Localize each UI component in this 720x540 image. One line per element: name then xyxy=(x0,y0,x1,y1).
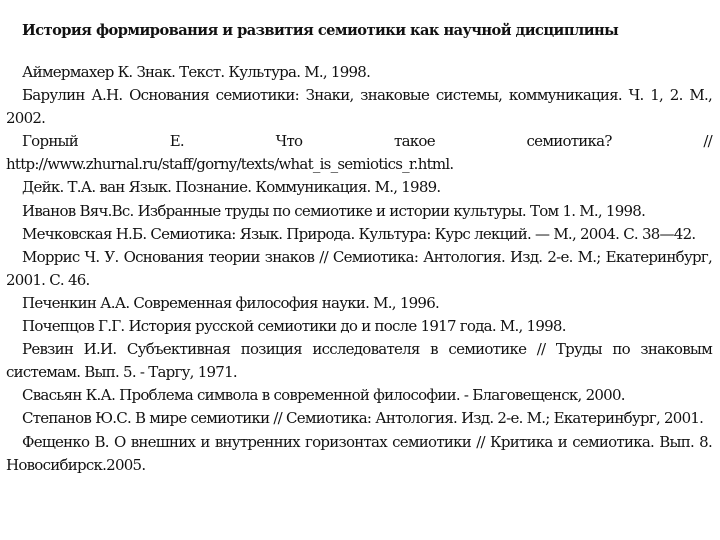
reference-item: Печенкин А.А. Современная философия науки. М., 1996. xyxy=(22,293,440,312)
reference-item: Мечковская Н.Б. Семиотика: Язык. Природа. Культура: Курс лекций. — М., 2004. С. 38—42. xyxy=(22,224,696,243)
reference-item: Иванов Вяч.Вс. Избранные труды по семиотике и истории культуры. Том 1. М., 1998. xyxy=(22,201,646,220)
reference-list xyxy=(6,61,712,477)
reference-item: Свасьян К.А. Проблема символа в современной философии. - Благовещенск, 2000. xyxy=(22,386,625,405)
reference-item: Фещенко В. О внешних и внутренних горизонтах семиотики // Критика и семиотика. Вып. 8. Новосибирск.2005. xyxy=(6,432,712,474)
reference-item: Степанов Ю.С. В мире семиотики // Семиотика: Антология. Изд. 2-е. М.; Екатеринбург, 2001. xyxy=(22,409,704,428)
reference-item: Горный Е. Что такое семиотика? // http://www.zhurnal.ru/staff/gorny/texts/what_is_semiotics_r.html. xyxy=(6,132,712,174)
reference-item: Аймермахер К. Знак. Текст. Культура. М., 1998. xyxy=(22,63,371,81)
reference-item: Моррис Ч. У. Основания теории знаков // Семиотика: Антология. Изд. 2-е. М.; Екатеринбург, 2001. С. 46. xyxy=(6,247,712,289)
reference-item: Барулин А.Н. Основания семиотики: Знаки, знаковые системы, коммуникация. Ч. 1, 2. М., 2002. xyxy=(6,86,712,128)
reference-item: Ревзин И.И. Субъективная позиция исследователя в семиотике // Труды по знаковым системам. Вып. 5. - Таргу, 1971. xyxy=(6,340,712,382)
reference-item: Почепцов Г.Г. История русской семиотики до и после 1917 года. М., 1998. xyxy=(22,317,566,336)
document-title: История формирования и развития семиотики как научной дисциплины xyxy=(22,22,619,39)
reference-item: Дейк. Т.А. ван Язык. Познание. Коммуникация. М., 1989. xyxy=(22,178,441,197)
